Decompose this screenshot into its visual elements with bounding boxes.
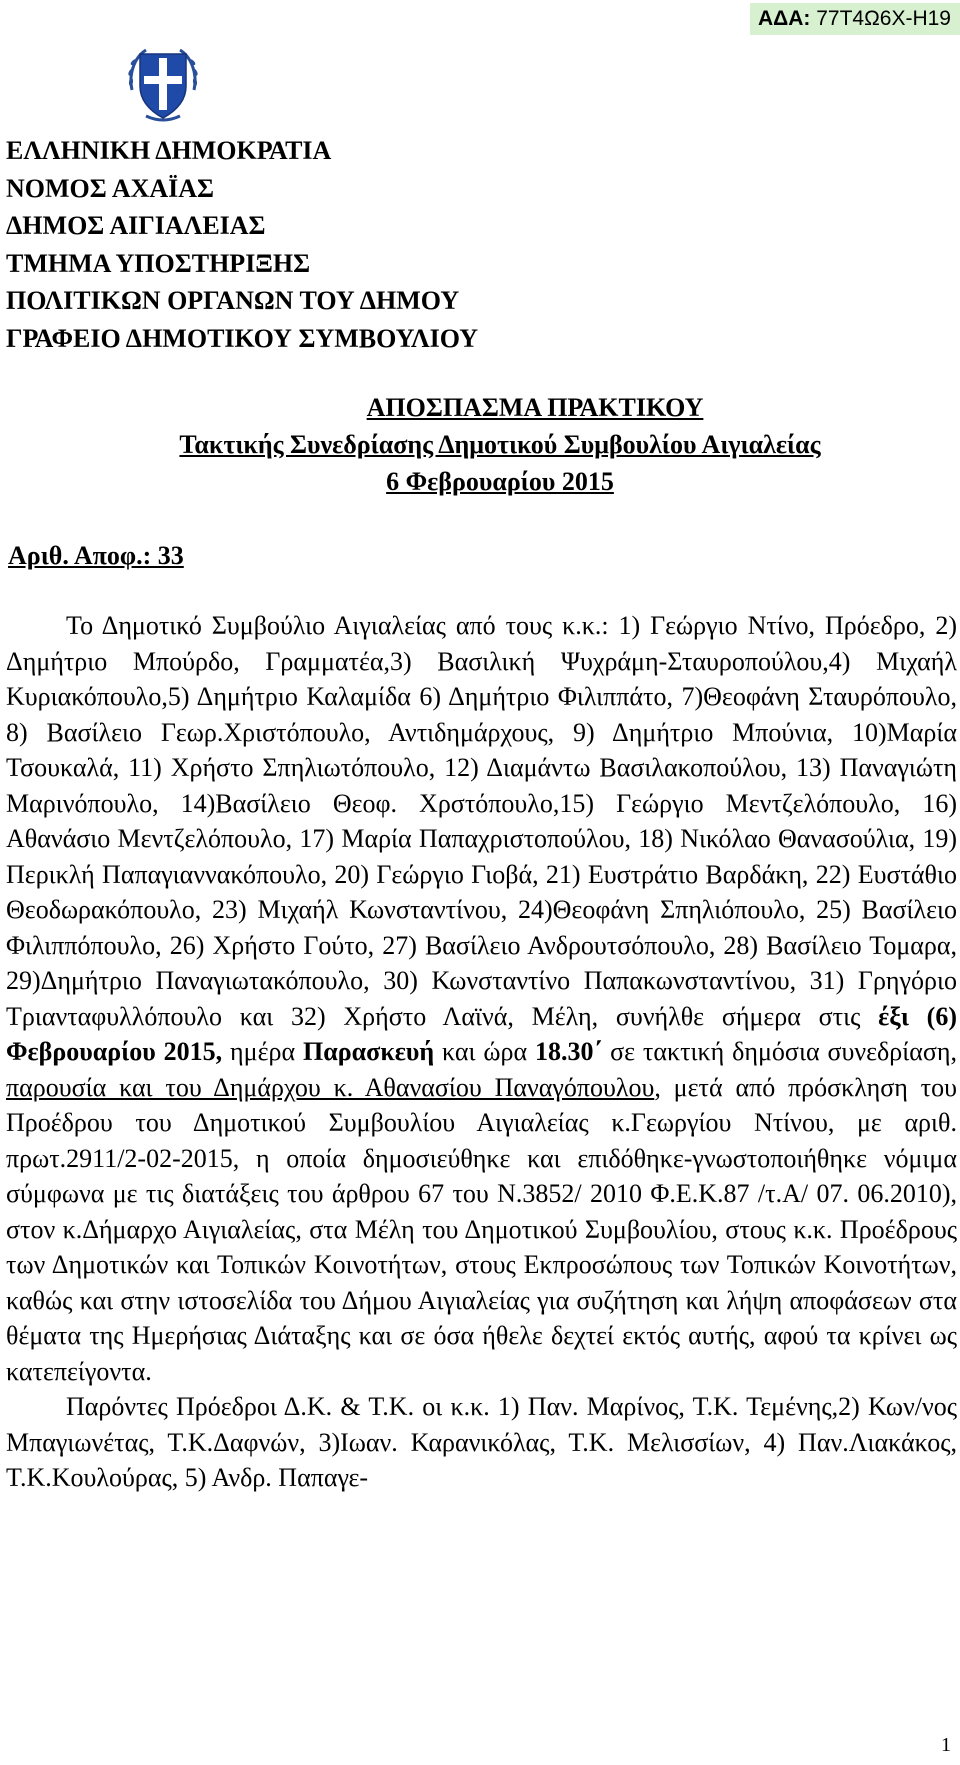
body-text-segment: , μετά από πρόσκληση του Προέδρου του Δημοτικού Συμβουλίου Αιγιαλείας κ.Γεωργίου Ντίνου, με αριθ. πρωτ.2911/2-02-2015, η οποία δημοσιεύθηκε και επιδόθηκε-γνωστοποιήθηκε νόμιμα σύμφωνα με τις διατάξεις του άρθρου 67 του Ν.3852/ 2010 Φ.Ε.Κ.87 /τ.Α/ 07. 06.2010), στον κ.Δήμαρχο Αιγιαλείας, στα Μέλη του Δημοτικού Συμβουλίου, στους κ.κ. Προέδρους των Δημοτικών και Τοπικών Κοινοτήτων, στους Εκπροσώπους των Τοπικών Κοινοτήτων, καθώς και στην ιστοσελίδα του Δήμου Αιγιαλείας για συζήτηση και λήψη αποφάσεων στα θέματα της Ημερήσιας Διάταξης και σε όσα ήθελε δεχτεί εκτός αυτής, αφού τα κρίνει ως κατεπείγοντα.: [6, 1072, 957, 1386]
title-line-2: Τακτικής Συνεδρίασης Δημοτικού Συμβουλίου Αιγιαλείας: [179, 430, 821, 459]
issuing-authority-header: [6, 132, 478, 357]
meeting-date: έξι (6) Φεβρουαρίου 2015,: [6, 1001, 957, 1066]
body-text-segment: Το Δημοτικό Συμβούλιο Αιγιαλείας από τους κ.κ.: 1) Γεώργιο Ντίνο, Πρόεδρο, 2) Δημήτριο Μπούρδο, Γραμματέα,3) Βασιλική Ψυχράμη-Σταυροπούλου,4) Μιχαήλ Κυριακόπουλο,5) Δημήτριο Καλαμίδα 6) Δημήτριο Φιλιππάτο, 7)Θεοφάνη Σταυρόπουλο, 8) Βασίλειο Γεωρ.Χριστόπουλο, Αντιδημάρχους, 9) Δημήτριο Μπούνια, 10)Μαρία Τσουκαλά, 11) Χρήστο Σπηλιωτόπουλο, 12) Διαμάντω Βασιλακοπούλου, 13) Παναγιώτη Μαρινόπουλο, 14)Βασίλειο Θεοφ. Χρστόπουλο,15) Γεώργιο Μεντζελόπουλο, 16) Αθανάσιο Μεντζελόπουλο, 17) Μαρία Παπαχριστοπούλου, 18) Νικόλαο Θανασούλια, 19) Περικλή Παπαγιαννακόπουλο, 20) Γεώργιο Γιοβά, 21) Ευστράτιο Βαρδάκη, 22) Ευστάθιο Θεοδωρακόπουλο, 23) Μιχαήλ Κωνσταντίνου, 24)Θεοφάνη Σπηλιόπουλο, 25) Βασίλειο Φιλιππόπουλο, 26) Χρήστο Γούτο, 27) Βασίλειο Ανδρουτσόπουλο, 28) Βασίλειο Τομαρα, 29)Δημήτριο Παναγιωτακόπουλο, 30) Κωνσταντίνο Παπακωνσταντίνου, 31) Γρηγόριο Τριανταφυλλόπουλο και 32) Χρήστο Λαϊνά, Μέλη, συνήλθε σήμερα στις: [6, 611, 957, 1031]
title-line-1: ΑΠΟΣΠΑΣΜΑ ΠΡΑΚΤΙΚΟΥ: [366, 393, 704, 422]
body-text-segment: σε τακτική δημόσια συνεδρίαση,: [602, 1037, 957, 1066]
meeting-time: 18.30΄: [535, 1037, 603, 1066]
body-text-segment: και ώρα: [434, 1037, 536, 1066]
header-line: ΕΛΛΗΝΙΚΗ ΔΗΜΟΚΡΑΤΙΑ: [6, 136, 332, 165]
minutes-body: [6, 608, 957, 1496]
header-line: ΝΟΜΟΣ ΑΧΑΪΑΣ: [6, 173, 215, 203]
greek-coat-of-arms-icon: [122, 42, 204, 124]
mayor-presence: παρουσία και του Δημάρχου κ. Αθανασίου Παναγόπουλου: [6, 1072, 655, 1102]
paragraph-presidents: Παρόντες Πρόεδροι Δ.Κ. & Τ.Κ. οι κ.κ. 1) Παν. Μαρίνος, Τ.Κ. Τεμένης,2) Κων/νος Μπαγιωνέτας, Τ.Κ.Δαφνών, 3)Ιωαν. Καρανικόλας, Τ.Κ. Μελισσίων, 4) Παν.Λιακάκος, Τ.Κ.Κουλούρας, 5) Ανδρ. Παπαγε-: [6, 1392, 957, 1492]
paragraph-attendance: [6, 608, 957, 1389]
meeting-day: Παρασκευή: [303, 1037, 435, 1066]
ada-code: 77Τ4Ω6Χ-Η19: [816, 7, 951, 30]
header-line: ΤΜΗΜΑ ΥΠΟΣΤΗΡΙΞΗΣ: [6, 248, 311, 278]
page-number: 1: [941, 1734, 951, 1756]
title-line-3: 6 Φεβρουαρίου 2015: [386, 467, 614, 496]
body-text-segment: ημέρα: [222, 1037, 304, 1066]
ada-badge: [750, 3, 960, 35]
decision-number: Αριθ. Αποφ.: 33: [8, 541, 184, 570]
document-title: [0, 389, 960, 500]
header-line: ΓΡΑΦΕΙΟ ΔΗΜΟΤΙΚΟΥ ΣΥΜΒΟΥΛΙΟΥ: [6, 323, 479, 353]
ada-label: ΑΔΑ:: [757, 7, 811, 30]
header-line: ΠΟΛΙΤΙΚΩΝ ΟΡΓΑΝΩΝ ΤΟΥ ΔΗΜΟΥ: [6, 286, 460, 315]
header-line: ΔΗΜΟΣ ΑΙΓΙΑΛΕΙΑΣ: [6, 211, 266, 240]
